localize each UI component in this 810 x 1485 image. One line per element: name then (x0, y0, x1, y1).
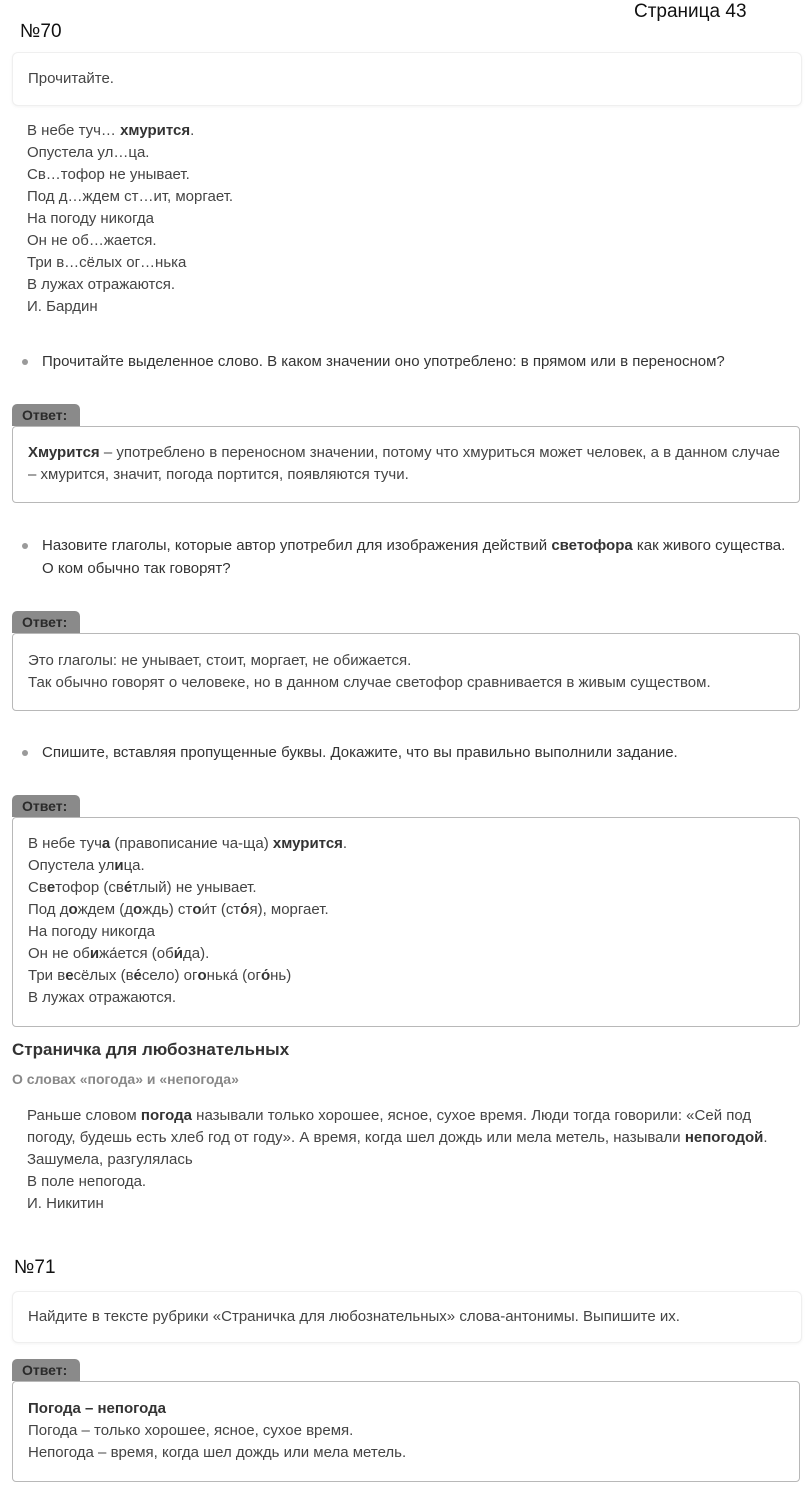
p-bold-nepogoda: непогодой (684, 1129, 764, 1146)
p-end: . (763, 1129, 768, 1146)
p-bold-pogoda: погода (140, 1107, 192, 1124)
poem-bold-word: хмурится (120, 122, 191, 139)
answer-box-3 (12, 817, 800, 1027)
answer-text: нька́ (ог (206, 967, 261, 984)
answer-text: Три в (28, 967, 66, 984)
highlighted-letter: е (65, 967, 74, 984)
question-text: Прочитайте выделенное слово. В каком значении оно употреблено: в прямом или в переносном? (42, 353, 725, 370)
poem-line (27, 274, 233, 296)
poem-line (27, 120, 233, 142)
section-title: Страничка для любознательных (12, 1040, 290, 1059)
answer-line: Непогода – время, когда шел дождь или мела метель. (28, 1444, 407, 1461)
page-number: Страница 43 (634, 1, 747, 22)
answer-line: Погода – только хорошее, ясное, сухое время. (28, 1422, 354, 1439)
answer-line (28, 965, 784, 987)
question-1 (22, 350, 725, 373)
answer-text (28, 442, 784, 486)
answer-bold: Погода – непогода (28, 1400, 167, 1417)
task-70-instruction-box (12, 52, 802, 106)
answer-text: сёлых (в (73, 967, 134, 984)
task-71-instruction-box (12, 1291, 802, 1343)
answer-text: и́т (ст (201, 901, 241, 918)
answer-text: . (342, 835, 348, 852)
highlighted-letter: е (46, 879, 56, 896)
q2-post: как живого существа. О ком обычно так говорят? (42, 537, 786, 577)
answer-text: (правописание ча-ща) (110, 835, 273, 852)
highlighted-letter: о (192, 901, 202, 918)
p-mid: называли только хорошее, ясное, сухое время. Люди тогда говорили: «Сей под погоду, будешь есть хлеб год от году». А время, когда шел дождь или мела метель, называли (27, 1107, 752, 1146)
highlighted-letter: и́ (173, 945, 183, 962)
curious-paragraph (27, 1105, 782, 1149)
poem-text: Под д…ждем ст…ит, моргает. (27, 188, 234, 205)
highlighted-letter: о́ (240, 901, 250, 918)
highlighted-letter: е́ (123, 879, 133, 896)
answer-line (28, 877, 784, 899)
bullet-icon (22, 359, 28, 365)
answer-text: ца. (123, 857, 145, 874)
answer-text: тлый) не унывает. (132, 879, 257, 896)
answer-line: Это глаголы: не унывает, стоит, моргает, не обижается. (28, 652, 412, 669)
poem-line (27, 208, 233, 230)
question-text (42, 534, 792, 580)
question-2 (22, 534, 792, 580)
poem-line (27, 230, 233, 252)
poem-text: И. Бардин (27, 298, 98, 315)
poem-text: На погоду никогда (27, 210, 155, 227)
answer-text: да). (182, 945, 210, 962)
poem-text: Св…тофор не унывает. (27, 166, 190, 183)
p-pre: Раньше словом (27, 1107, 141, 1124)
answer-text: В небе туч (28, 835, 102, 852)
answer-line: Так обычно говорят о человеке, но в данном случае светофор сравнивается в живым существом. (28, 674, 711, 691)
question-text: Спишите, вставляя пропущенные буквы. Докажите, что вы правильно выполнили задание. (42, 744, 678, 761)
poem-line (27, 142, 233, 164)
poem-text: В небе туч… (27, 122, 121, 139)
answer-box-71 (12, 1381, 800, 1482)
poem-text: Опустела ул…ца. (27, 144, 150, 161)
highlighted-letter: и (114, 857, 124, 874)
instruction-text: Прочитайте. (28, 70, 114, 87)
answer-label: Ответ: (12, 795, 80, 817)
answer-text: Опустела ул (28, 857, 115, 874)
answer-box-2 (12, 633, 800, 711)
answer-text: Под д (28, 901, 69, 918)
answer-text: ждем (д (77, 901, 133, 918)
highlighted-letter: е́ (133, 967, 142, 984)
answer-line (28, 943, 784, 965)
answer-label: Ответ: (12, 1359, 80, 1381)
answer-text: село) ог (141, 967, 198, 984)
highlighted-letter: хмурится (272, 835, 343, 852)
question-3 (22, 741, 678, 764)
answer-line (28, 987, 784, 1009)
curious-text (27, 1105, 782, 1215)
section-subtitle: О словах «погода» и «непогода» (12, 1071, 239, 1087)
answer-line (28, 855, 784, 877)
answer-label: Ответ: (12, 404, 80, 426)
instruction-text: Найдите в тексте рубрики «Страничка для любознательных» слова-антонимы. Выпишите их. (28, 1308, 680, 1325)
poem-text: Три в…сёлых ог…нька (27, 254, 187, 271)
task-number-70: №70 (20, 21, 62, 42)
highlighted-letter: а (101, 835, 111, 852)
verse-author: И. Никитин (27, 1195, 104, 1212)
answer-text: ждь) ст (142, 901, 193, 918)
poem-text: . (190, 122, 195, 139)
poem-text: В лужах отражаются. (27, 276, 175, 293)
highlighted-letter: о (68, 901, 78, 918)
verse-line: В поле непогода. (27, 1173, 147, 1190)
answer-rest: – употреблено в переносном значении, потому что хмуриться может человек, а в данном случае – хмурится, значит, погода портится, появляются тучи. (28, 444, 781, 483)
answer-text: На погоду никогда (28, 923, 156, 940)
answer-label: Ответ: (12, 611, 80, 633)
answer-text: тофор (св (55, 879, 124, 896)
highlighted-letter: о́ (260, 967, 271, 984)
answer-line (28, 899, 784, 921)
highlighted-letter: о (197, 967, 207, 984)
bullet-icon (22, 543, 28, 549)
answer-bold-word: Хмурится (28, 444, 100, 461)
answer-text: Он не об (28, 945, 90, 962)
highlighted-letter: и (89, 945, 100, 962)
answer-text: нь) (270, 967, 292, 984)
poem-line (27, 186, 233, 208)
answer-line (28, 921, 784, 943)
answer-text: я), моргает. (249, 901, 329, 918)
answer-text: В лужах отражаются. (28, 989, 176, 1006)
task-number-71: №71 (14, 1257, 56, 1278)
poem-line (27, 164, 233, 186)
answer-heading (28, 1398, 784, 1420)
bullet-icon (22, 750, 28, 756)
poem-line (27, 252, 233, 274)
poem-bardin (27, 120, 233, 318)
answer-text: Св (28, 879, 47, 896)
highlighted-letter: о (133, 901, 143, 918)
answer-text: жа́ется (об (99, 945, 174, 962)
q2-bold: светофора (551, 537, 633, 554)
verse-line: Зашумела, разгулялась (27, 1151, 193, 1168)
poem-text: Он не об…жается. (27, 232, 157, 249)
poem-line (27, 296, 233, 318)
answer-box-1 (12, 426, 800, 503)
answer-line (28, 833, 784, 855)
q2-pre: Назовите глаголы, которые автор употребил для изображения действий (42, 537, 552, 554)
